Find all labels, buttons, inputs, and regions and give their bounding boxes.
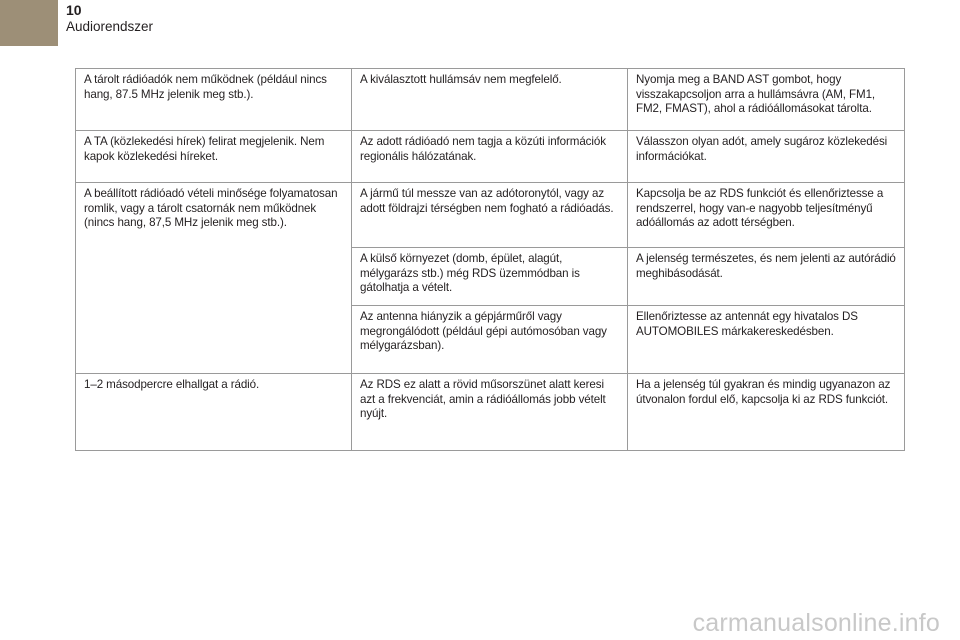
problem-cell: A tárolt rádióadók nem működnek (például nincs hang, 87.5 MHz jelenik meg stb.). — [76, 69, 352, 131]
solution-cell: A jelenség természetes, és nem jelenti az autórádió meghibásodását. — [628, 248, 905, 306]
chapter-tab — [0, 0, 58, 46]
solution-cell: Ha a jelenség túl gyakran és mindig ugyanazon az útvonalon fordul elő, kapcsolja ki az RDS funkciót. — [628, 374, 905, 451]
table-row — [76, 69, 905, 131]
cause-cell: A jármű túl messze van az adótoronytól, vagy az adott földrajzi térségben nem fogható a rádióadás. — [352, 183, 628, 248]
cause-cell: Az RDS ez alatt a rövid műsorszünet alatt keresi azt a frekvenciát, amin a rádióállomás jobb vételt nyújt. — [352, 374, 628, 451]
solution-cell: Ellenőriztesse az antennát egy hivatalos DS AUTOMOBILES márkakereskedésben. — [628, 306, 905, 374]
section-title: Audiorendszer — [66, 19, 154, 34]
solution-cell: Kapcsolja be az RDS funkciót és ellenőriztesse a rendszerrel, hogy van-e nagyobb teljesítményű adóállomás az adott térségben. — [628, 183, 905, 248]
table-row — [76, 374, 905, 451]
table-row — [76, 131, 905, 183]
solution-cell: Válasszon olyan adót, amely sugároz közlekedési információkat. — [628, 131, 905, 183]
solution-cell: Nyomja meg a BAND AST gombot, hogy visszakapcsoljon arra a hullámsávra (AM, FM1, FM2, FMAST), ahol a rádióállomásokat tárolta. — [628, 69, 905, 131]
problem-cell: 1–2 másodpercre elhallgat a rádió. — [76, 374, 352, 451]
cause-cell: A kiválasztott hullámsáv nem megfelelő. — [352, 69, 628, 131]
problem-cell: A beállított rádióadó vételi minősége folyamatosan romlik, vagy a tárolt csatornák nem működnek (nincs hang, 87,5 MHz jelenik meg stb.). — [76, 183, 352, 374]
problem-cell: A TA (közlekedési hírek) felirat megjelenik. Nem kapok közlekedési híreket. — [76, 131, 352, 183]
watermark: carmanualsonline.info — [692, 609, 940, 637]
table-row — [76, 183, 905, 248]
cause-cell: A külső környezet (domb, épület, alagút, mélygarázs stb.) még RDS üzemmódban is gátolhatja a vételt. — [352, 248, 628, 306]
cause-cell: Az adott rádióadó nem tagja a közúti információk regionális hálózatának. — [352, 131, 628, 183]
troubleshooting-table — [75, 68, 905, 451]
page-number: 10 — [66, 2, 82, 18]
cause-cell: Az antenna hiányzik a gépjárműről vagy megrongálódott (például gépi autómosóban vagy mélygarázsban). — [352, 306, 628, 374]
